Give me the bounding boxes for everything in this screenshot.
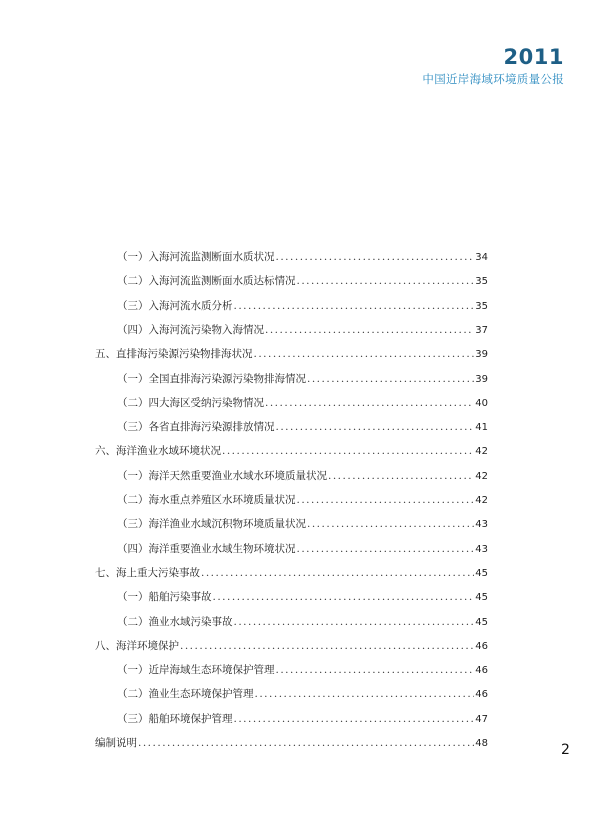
toc-entry-label: （三）入海河流水质分析 [117,299,233,312]
toc-entry-page: 42 [475,495,488,506]
toc-dot-leader [265,323,474,337]
toc-entry-label: （二）入海河流监测断面水质达标情况 [117,275,296,288]
toc-entry[interactable] [95,444,488,459]
toc-entry-page: 45 [475,616,488,628]
report-header [422,45,564,87]
toc-entry-page: 43 [475,519,488,531]
toc-entry-page: 40 [475,397,488,409]
toc-entry-page: 46 [475,665,488,677]
toc-dot-leader [276,663,475,677]
toc-entry-page: 37 [475,324,488,336]
toc-entry-label: 七、海上重大污染事故 [95,566,200,579]
toc-entry-page: 43 [475,543,488,555]
toc-dot-leader [234,712,475,726]
toc-dot-leader [276,250,475,264]
toc-entry[interactable] [117,323,488,338]
toc-entry-page: 34 [475,252,488,263]
toc-dot-leader [213,590,475,604]
toc-entry-label: （一）近岸海域生态环境保护管理 [117,664,275,677]
toc-entry-label: 六、海洋渔业水域环境状况 [95,445,221,458]
toc-entry-label: （二）海水重点养殖区水环境质量状况 [117,494,296,506]
toc-dot-leader [297,493,475,507]
toc-entry-page: 46 [475,640,488,652]
toc-entry[interactable] [117,590,488,605]
toc-entry-page: 42 [475,470,488,482]
toc-entry-label: 八、海洋环境保护 [95,639,179,652]
toc-entry-label: （三）海洋渔业水域沉积物环境质量状况 [117,518,306,531]
toc-entry-label: （一）全国直排海污染源污染物排海情况 [117,372,306,385]
toc-entry[interactable] [117,687,488,702]
toc-dot-leader [180,639,474,653]
toc-dot-leader [297,542,475,556]
toc-entry[interactable] [117,615,488,630]
toc-entry[interactable] [95,566,488,581]
report-year: 2011 [503,45,564,69]
toc-entry-label: （四）海洋重要渔业水域生物环境状况 [117,542,296,555]
page-number: 2 [561,742,570,758]
toc-entry-label: 编制说明 [95,737,137,749]
toc-entry[interactable] [117,542,488,557]
toc-entry[interactable] [95,736,488,751]
toc-entry-label: （二）渔业水域污染事故 [117,615,233,628]
toc-dot-leader [201,566,474,580]
toc-entry[interactable] [117,517,488,532]
toc-entry[interactable] [117,396,488,411]
toc-entry-label: 五、直排海污染源污染物排海状况 [95,348,253,361]
toc-entry-page: 39 [475,373,488,385]
report-title: 中国近岸海域环境质量公报 [422,72,564,86]
toc-dot-leader [138,736,474,750]
toc-entry-page: 39 [475,349,488,361]
toc-dot-leader [265,396,474,410]
toc-entry[interactable] [117,469,488,484]
toc-dot-leader [307,517,474,531]
toc-dot-leader [254,347,475,361]
toc-entry[interactable] [117,372,488,387]
toc-entry-page: 41 [475,422,488,434]
toc-entry-label: （一）海洋天然重要渔业水域水环境质量状况 [117,469,327,482]
toc-dot-leader [234,615,475,629]
toc-entry[interactable] [117,663,488,678]
toc-entry-label: （三）船舶环境保护管理 [117,712,233,725]
toc-entry-label: （一）船舶污染事故 [117,591,212,604]
toc-entry-page: 45 [475,592,488,604]
toc-dot-leader [307,372,474,386]
toc-entry-page: 48 [475,738,488,749]
toc-dot-leader [276,420,475,434]
toc-entry-page: 35 [475,300,488,312]
toc-entry-label: （二）渔业生态环境保护管理 [117,688,254,701]
toc-entry[interactable] [95,347,488,362]
toc-entry[interactable] [117,274,488,289]
toc-entry-page: 35 [475,276,488,288]
toc-entry[interactable] [117,420,488,435]
toc-dot-leader [328,469,474,483]
toc-dot-leader [222,444,474,458]
toc-dot-leader [234,299,475,313]
toc-entry-page: 46 [475,689,488,701]
toc-entry-label: （三）各省直排海污染源排放情况 [117,421,275,434]
toc-entry-page: 42 [475,446,488,458]
toc-entry-page: 45 [475,567,488,579]
toc-entry-page: 47 [475,713,488,725]
toc-entry[interactable] [117,712,488,727]
toc-entry[interactable] [117,493,488,508]
toc-dot-leader [255,687,475,701]
toc-dot-leader [297,274,475,288]
toc-entry-label: （四）入海河流污染物入海情况 [117,323,264,336]
toc-entry-label: （一）入海河流监测断面水质状况 [117,251,275,263]
toc-entry-label: （二）四大海区受纳污染物情况 [117,396,264,409]
toc-entry[interactable] [117,250,488,265]
toc-entry[interactable] [117,299,488,314]
toc-entry[interactable] [95,639,488,654]
